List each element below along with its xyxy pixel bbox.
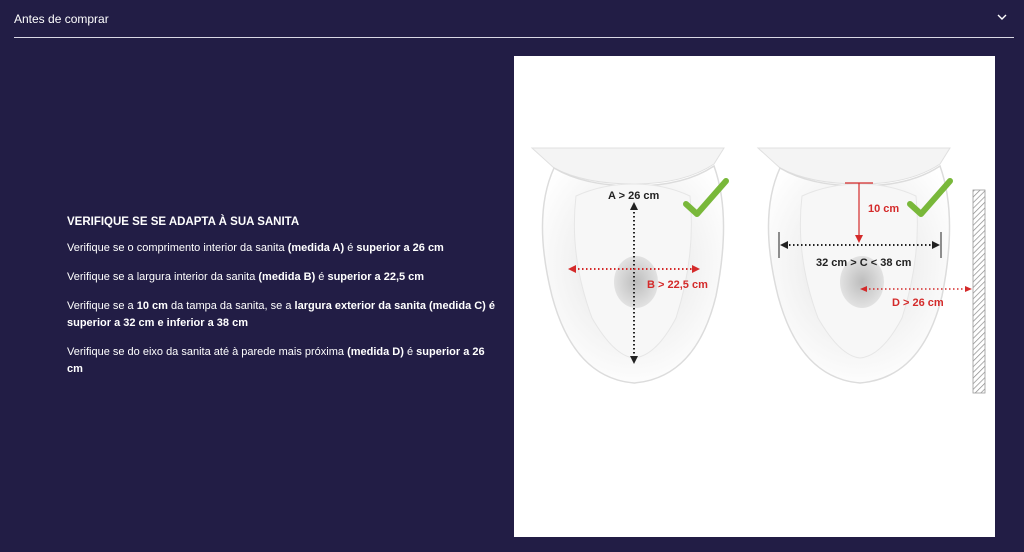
- instruction-paragraph: [67, 298, 497, 332]
- body-text: Verifique se do eixo da sanita até à parede mais próxima: [67, 346, 348, 358]
- body-text: é: [403, 346, 417, 358]
- emphasis-text: 10 cm: [136, 300, 168, 312]
- toilet-measurement-diagram: [514, 56, 995, 537]
- instructions-heading: VERIFIQUE SE SE ADAPTA À SUA SANITA: [67, 216, 300, 228]
- body-text: Verifique se o comprimento interior da sanita: [67, 242, 288, 254]
- accordion-title: Antes de comprar: [14, 12, 109, 26]
- accordion-header[interactable]: [14, 0, 1014, 38]
- wall-hatch: [973, 190, 985, 393]
- label-b: B > 22,5 cm: [647, 279, 708, 291]
- toilet-left: [532, 148, 724, 383]
- body-text: é: [344, 242, 357, 254]
- emphasis-text: (medida A): [287, 242, 345, 254]
- chevron-down-icon[interactable]: [996, 11, 1008, 23]
- instruction-paragraph: [67, 240, 497, 257]
- instruction-paragraph: [67, 344, 497, 378]
- body-text: é: [315, 271, 328, 283]
- instruction-paragraph: [67, 269, 497, 286]
- emphasis-text: superior a 26 cm: [67, 346, 485, 375]
- body-text: Verifique se a: [67, 300, 137, 312]
- emphasis-text: (medida B): [258, 271, 316, 283]
- diagram-svg: [514, 56, 995, 537]
- emphasis-text: superior a 26 cm: [356, 242, 444, 254]
- toilet-right: [758, 148, 985, 393]
- emphasis-text: superior a 22,5 cm: [327, 271, 425, 283]
- emphasis-text: (medida D): [347, 346, 404, 358]
- label-10cm: 10 cm: [868, 203, 900, 215]
- label-c: 32 cm > C < 38 cm: [816, 257, 912, 269]
- instructions: [67, 214, 497, 390]
- label-d: D > 26 cm: [892, 297, 944, 309]
- emphasis-text: largura exterior da sanita (medida C) é superior a 32 cm e inferior a 38 cm: [67, 300, 496, 329]
- label-a: A > 26 cm: [608, 190, 660, 202]
- instructions-paragraphs: [67, 240, 497, 378]
- body-text: da tampa da sanita, se a: [167, 300, 295, 312]
- body-text: Verifique se a largura interior da sanita: [67, 271, 259, 283]
